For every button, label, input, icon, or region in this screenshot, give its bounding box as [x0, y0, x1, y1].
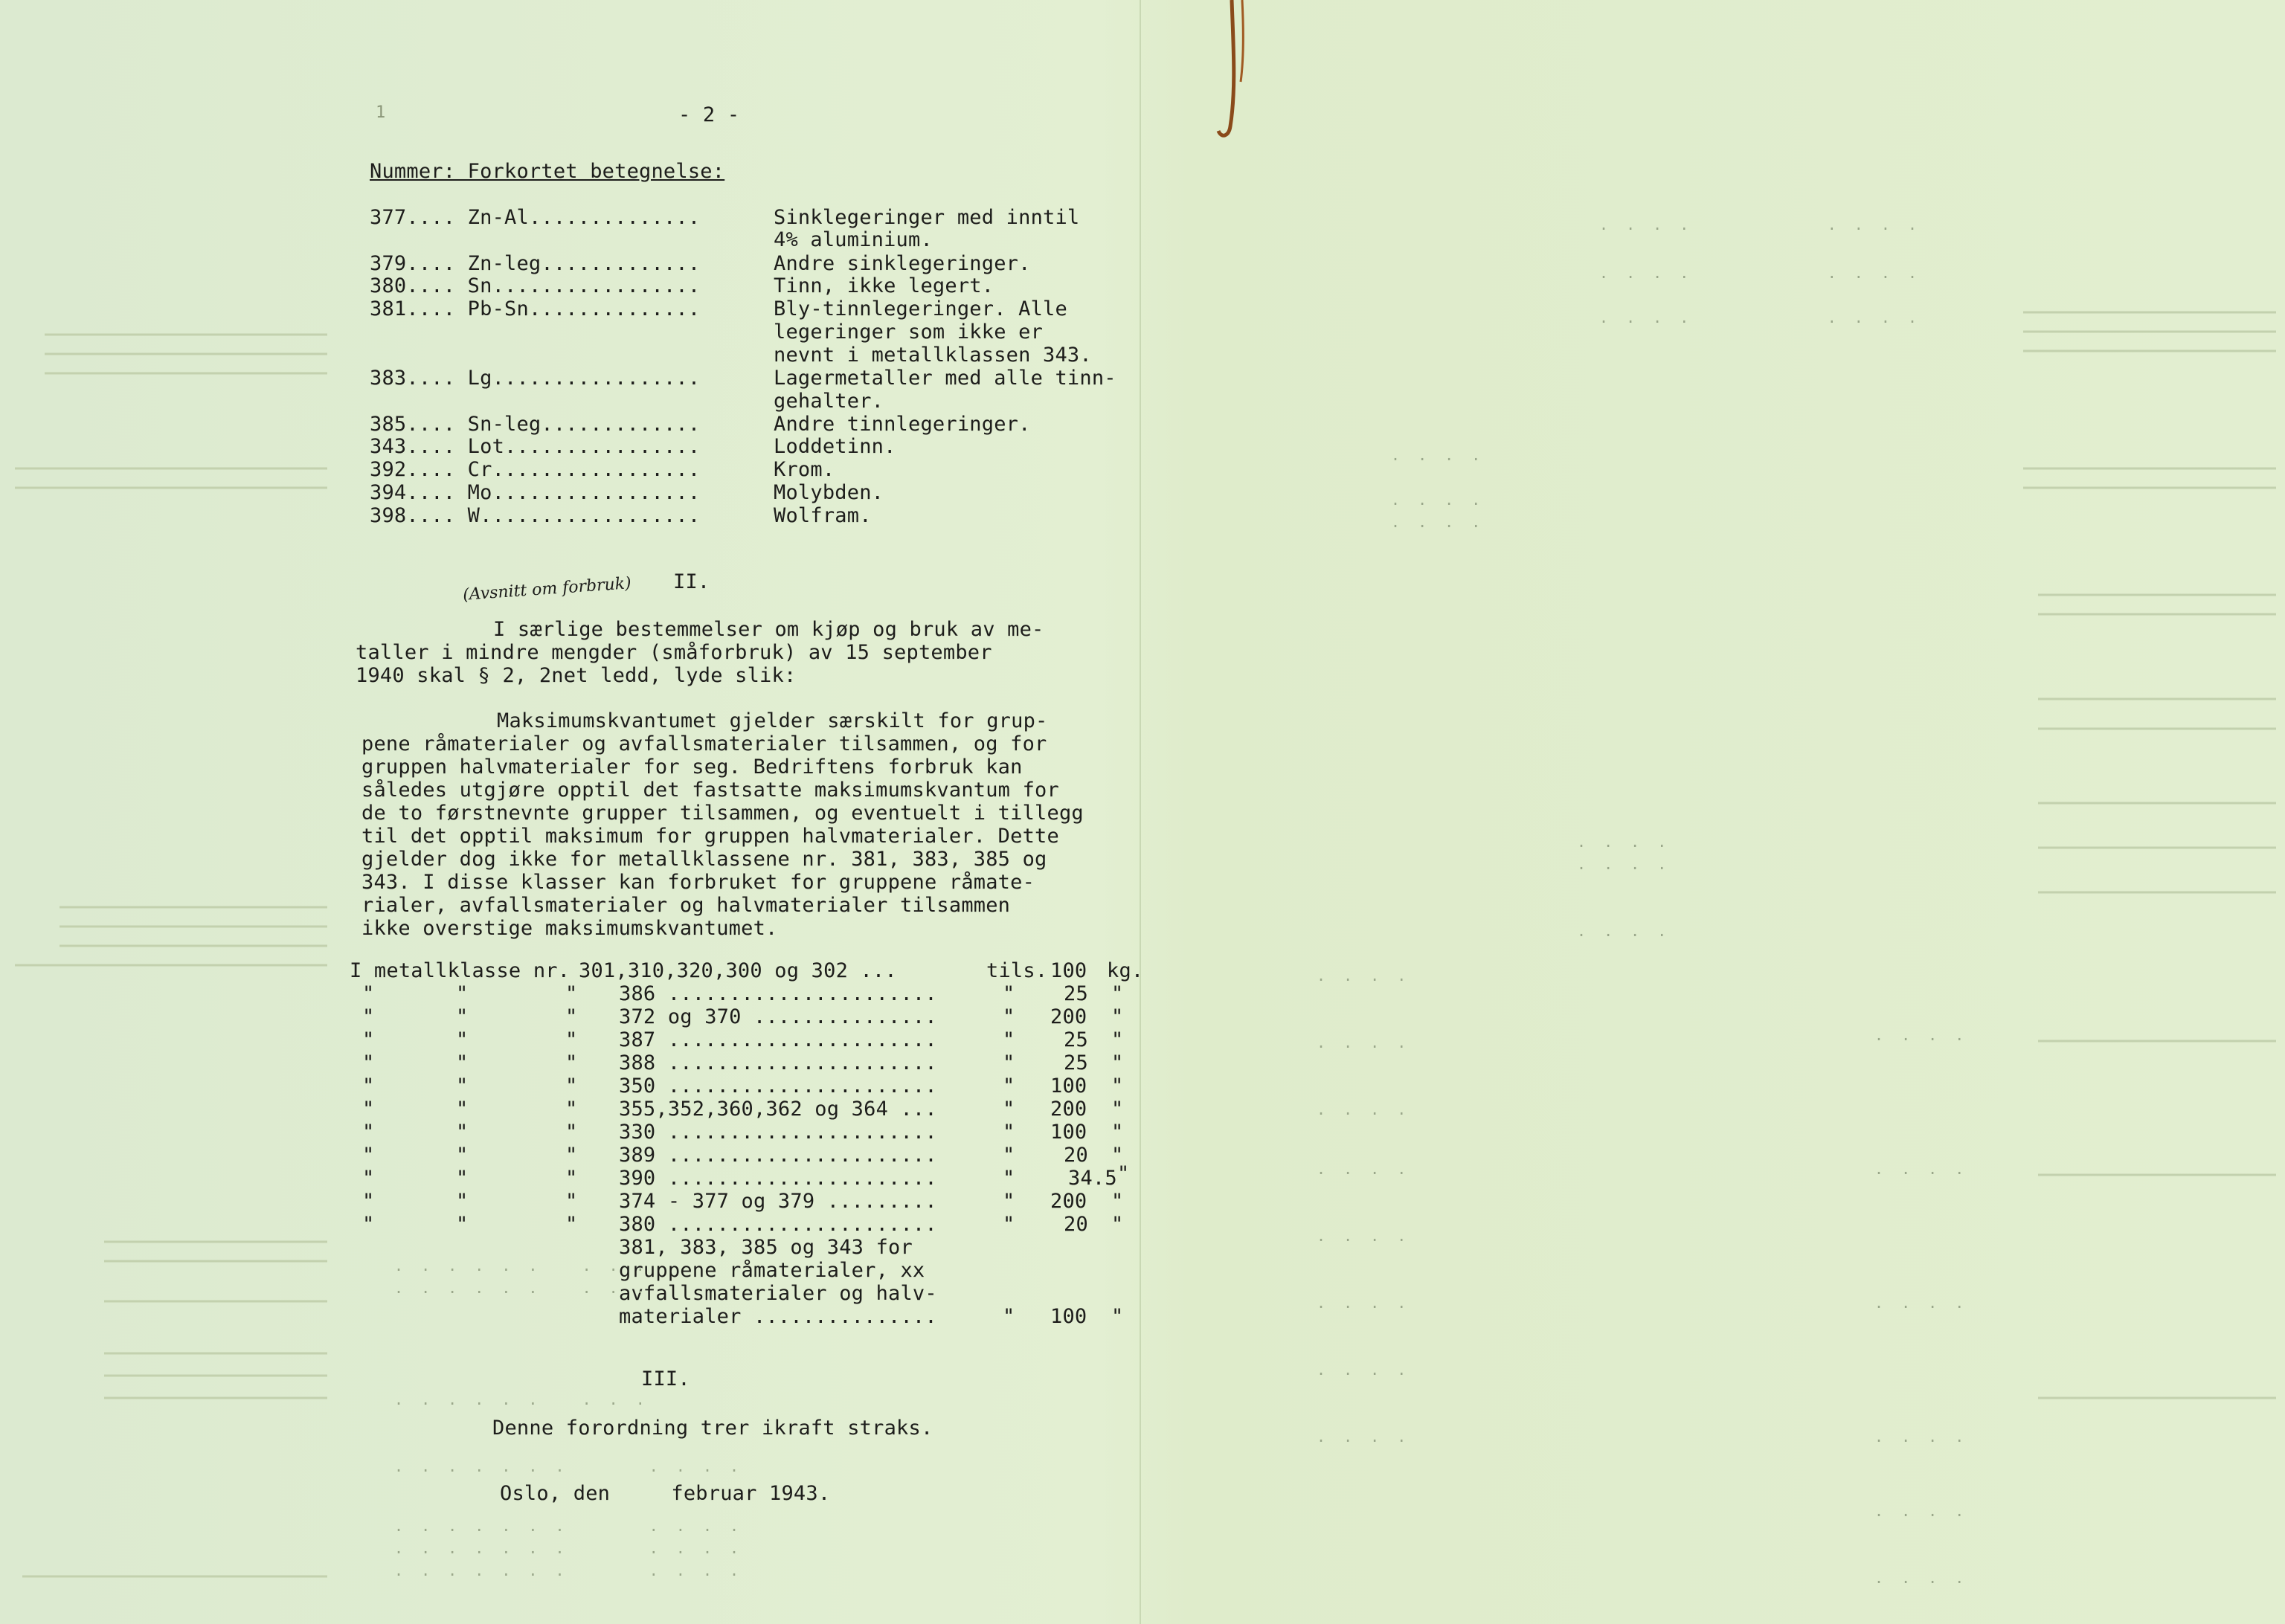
page-fold — [1140, 0, 1141, 1624]
bleed-dots: . . . . — [1317, 1160, 1411, 1178]
ditto-mark: " — [1003, 1005, 1015, 1028]
ditto-mark: " — [565, 1190, 578, 1213]
table-row-amount: 100 — [1050, 1121, 1087, 1144]
item-number: 380 — [370, 274, 407, 297]
table-row-amount: 20 — [1064, 1213, 1088, 1236]
list-item: 385.... Sn-leg............. — [370, 413, 701, 436]
list-item: 380.... Sn................. — [370, 274, 701, 297]
ditto-mark: " — [456, 1190, 469, 1213]
staple-mark — [1211, 0, 1256, 141]
table-tils: tils. — [986, 959, 1048, 982]
bleed-lines-left — [0, 312, 350, 1614]
table-row-amount: 200 — [1050, 1190, 1087, 1213]
item-desc: Lagermetaller med alle tinn- — [774, 367, 1116, 390]
ditto-mark: " — [1003, 1028, 1015, 1051]
item-abbr: Lg — [467, 367, 492, 390]
ditto-mark: " — [1111, 982, 1124, 1005]
bleed-dots: . . . . — [1317, 1294, 1411, 1312]
ditto-mark: " — [456, 1028, 469, 1051]
bleed-dots: . . . . — [1391, 446, 1485, 464]
ditto-mark: " — [1111, 1074, 1124, 1098]
ditto-mark: " — [565, 982, 578, 1005]
table-row-classes: 387 ...................... — [619, 1028, 937, 1051]
ditto-mark: " — [1003, 1213, 1015, 1236]
ditto-mark: " — [1117, 1162, 1130, 1185]
bleed-dots: . . . . — [1874, 1294, 1969, 1312]
list-item: 381.... Pb-Sn.............. — [370, 297, 701, 320]
bleed-dots: . . . . — [1577, 922, 1671, 940]
item-desc: Sinklegeringer med inntil — [774, 206, 1080, 229]
bleed-dots: . . . . . . . . . — [394, 1257, 649, 1275]
table-row-amount: 200 — [1050, 1005, 1087, 1028]
ditto-mark: " — [1003, 1051, 1015, 1074]
ditto-mark: " — [1111, 1144, 1124, 1167]
table-row-classes: 390 ...................... — [619, 1167, 937, 1190]
intro-line: I særlige bestemmelser om kjøp og bruk av me- — [493, 618, 1044, 641]
bleed-dots: . . . . . . . . — [1599, 264, 1921, 282]
last-row-line: 381, 383, 385 og 343 for — [619, 1236, 913, 1259]
item-number: 392 — [370, 458, 407, 481]
ditto-mark: " — [565, 1121, 578, 1144]
bleed-dots: . . . . — [1874, 1569, 1969, 1587]
table-row-amount: 25 — [1064, 1051, 1088, 1074]
ditto-mark: " — [1003, 982, 1015, 1005]
table-row-amount: 100 — [1050, 959, 1087, 982]
list-item: 398.... W.................. — [370, 504, 701, 527]
item-abbr: Sn — [467, 274, 492, 297]
list-item: 379.... Zn-leg............. — [370, 252, 701, 275]
ditto-mark: " — [1003, 1074, 1015, 1098]
bleed-dots: . . . . — [1874, 1428, 1969, 1446]
ditto-mark: " — [565, 1167, 578, 1190]
ditto-mark: " — [362, 1190, 375, 1213]
ditto-mark: " — [565, 1098, 578, 1121]
last-row-line: materialer ............... — [619, 1305, 937, 1328]
ditto-mark: " — [565, 1051, 578, 1074]
bleed-dots: . . . . — [1317, 1361, 1411, 1379]
item-abbr: Pb-Sn — [467, 297, 529, 320]
ditto-mark: " — [456, 1074, 469, 1098]
list-item: 377.... Zn-Al.............. — [370, 206, 701, 229]
item-number: 381 — [370, 297, 407, 320]
item-abbr: Cr — [467, 458, 492, 481]
ditto-mark: " — [456, 1121, 469, 1144]
bleed-dots: . . . . . . . . . — [394, 1391, 649, 1408]
item-number: 383 — [370, 367, 407, 390]
item-desc: Tinn, ikke legert. — [774, 274, 994, 297]
bleed-dots: . . . . . . . . . . . — [394, 1517, 744, 1535]
body-line: gjelder dog ikke for metallklassene nr. 381, 383, 385 og — [361, 848, 1047, 871]
table-row-amount: 25 — [1064, 1028, 1088, 1051]
bleed-dots: . . . . — [1874, 1160, 1969, 1178]
ditto-mark: " — [1111, 1190, 1124, 1213]
table-row-classes: 388 ...................... — [619, 1051, 937, 1074]
bleed-dots: . . . . . . . . . . . — [394, 1457, 744, 1475]
item-desc: Loddetinn. — [774, 435, 896, 458]
ditto-mark: " — [1111, 1005, 1124, 1028]
body-line: rialer, avfallsmaterialer og halvmaterialer tilsammen — [361, 894, 1011, 917]
bleed-dots: . . . . . . . . . . . — [394, 1539, 744, 1557]
bleed-dots: . . . . — [1577, 855, 1671, 873]
ditto-mark: " — [1111, 1098, 1124, 1121]
item-desc: legeringer som ikke er — [774, 320, 1044, 344]
table-row-classes: 355,352,360,362 og 364 ... — [619, 1098, 937, 1121]
ditto-mark: " — [565, 1144, 578, 1167]
ditto-mark: " — [1111, 1121, 1124, 1144]
table-row-amount: 34.5 — [1068, 1167, 1117, 1190]
item-number: 379 — [370, 252, 407, 275]
top-mark: 1 — [376, 103, 386, 122]
ditto-mark: " — [362, 1167, 375, 1190]
table-row-amount: 100 — [1050, 1074, 1087, 1098]
table-row-classes: 380 ...................... — [619, 1213, 937, 1236]
bleed-dots: . . . . — [1874, 1026, 1969, 1044]
ditto-mark: " — [1003, 1144, 1015, 1167]
table-row-amount: 20 — [1064, 1144, 1088, 1167]
item-desc: gehalter. — [774, 390, 884, 413]
last-row-line: gruppene råmaterialer, xx — [619, 1259, 925, 1282]
table-row-classes: 350 ...................... — [619, 1074, 937, 1098]
item-number: 377 — [370, 206, 407, 229]
table-row-classes: 301,310,320,300 og 302 ... — [579, 959, 897, 982]
bleed-dots: . . . . . . . . . — [394, 1279, 649, 1297]
body-line: 343. I disse klasser kan forbruket for gruppene råmate- — [361, 871, 1035, 894]
item-abbr: Mo — [467, 481, 492, 504]
ditto-mark: " — [1003, 1098, 1015, 1121]
list-item: 383.... Lg................. — [370, 367, 701, 390]
table-row-classes: 374 - 377 og 379 ......... — [619, 1190, 937, 1213]
table-row-classes: 330 ...................... — [619, 1121, 937, 1144]
item-desc: Wolfram. — [774, 504, 872, 527]
ditto-mark: " — [456, 1144, 469, 1167]
item-number: 398 — [370, 504, 407, 527]
ditto-mark: " — [1003, 1305, 1015, 1328]
bleed-dots: . . . . — [1874, 1502, 1969, 1520]
ditto-mark: " — [1003, 1121, 1015, 1144]
section-numeral-3: III. — [641, 1367, 690, 1391]
list-item: 394.... Mo................. — [370, 481, 701, 504]
ditto-mark: " — [565, 1074, 578, 1098]
section-3-text: Denne forordning trer ikraft straks. — [492, 1417, 933, 1440]
item-abbr: Sn-leg — [467, 413, 541, 436]
bleed-dots: . . . . — [1317, 1227, 1411, 1245]
bleed-dots: . . . . . . . . — [1599, 309, 1921, 326]
table-unit: kg. — [1107, 959, 1144, 982]
bleed-dots: . . . . — [1577, 833, 1671, 851]
item-desc: Bly-tinnlegeringer. Alle — [774, 297, 1067, 320]
bleed-dots: . . . . — [1391, 513, 1485, 531]
table-row-amount: 100 — [1050, 1305, 1087, 1328]
body-line: således utgjøre opptil det fastsatte maksimumskvantum for — [361, 779, 1059, 802]
item-abbr: Zn-leg — [467, 252, 541, 275]
bleed-dots: . . . . . . . . — [1599, 216, 1921, 233]
item-desc: Molybden. — [774, 481, 884, 504]
last-row-line: avfallsmaterialer og halv- — [619, 1282, 937, 1305]
ditto-mark: " — [1003, 1167, 1015, 1190]
ditto-mark: " — [456, 1005, 469, 1028]
section-numeral-2: II. — [673, 570, 710, 593]
item-desc: Andre tinnlegeringer. — [774, 413, 1031, 436]
ditto-mark: " — [565, 1213, 578, 1236]
table-row-classes: 386 ...................... — [619, 982, 937, 1005]
table-row-amount: 200 — [1050, 1098, 1087, 1121]
item-desc: Krom. — [774, 458, 835, 481]
list-item: 392.... Cr................. — [370, 458, 701, 481]
ditto-mark: " — [456, 982, 469, 1005]
body-line: ikke overstige maksimumskvantumet. — [361, 917, 778, 940]
page-number: - 2 - — [678, 103, 740, 126]
list-header: Nummer: Forkortet betegnelse: — [370, 160, 725, 183]
item-abbr: W — [467, 504, 481, 527]
item-number: 394 — [370, 481, 407, 504]
intro-line: taller i mindre mengder (småforbruk) av 15 september — [356, 641, 992, 664]
body-line: Maksimumskvantumet gjelder særskilt for grup- — [497, 709, 1048, 732]
body-line: de to førstnevnte grupper tilsammen, og eventuelt i tillegg — [361, 802, 1084, 825]
body-line: pene råmaterialer og avfallsmaterialer tilsammen, og for — [361, 732, 1047, 755]
bleed-dots: . . . . — [1317, 1428, 1411, 1446]
bleed-dots: . . . . . . . . . . . — [394, 1562, 744, 1579]
ditto-mark: " — [362, 982, 375, 1005]
item-desc: nevnt i metallklassen 343. — [774, 344, 1092, 367]
bleed-dots: . . . . — [1391, 491, 1485, 509]
table-row-amount: 25 — [1064, 982, 1088, 1005]
ditto-mark: " — [456, 1167, 469, 1190]
ditto-mark: " — [362, 1028, 375, 1051]
item-number: 343 — [370, 435, 407, 458]
item-number: 385 — [370, 413, 407, 436]
ditto-mark: " — [1111, 1213, 1124, 1236]
ditto-mark: " — [362, 1144, 375, 1167]
bleed-dots: . . . . — [1317, 1101, 1411, 1118]
bleed-dots: . . . . — [1317, 1034, 1411, 1051]
intro-line: 1940 skal § 2, 2net ledd, lyde slik: — [356, 664, 797, 687]
body-line: til det opptil maksimum for gruppen halvmaterialer. Dette — [361, 825, 1059, 848]
ditto-mark: " — [565, 1028, 578, 1051]
ditto-mark: " — [1111, 1051, 1124, 1074]
ditto-mark: " — [1111, 1028, 1124, 1051]
ditto-mark: " — [362, 1121, 375, 1144]
ditto-mark: " — [1111, 1305, 1124, 1328]
ditto-mark: " — [362, 1005, 375, 1028]
ditto-mark: " — [362, 1213, 375, 1236]
list-item: 343.... Lot................ — [370, 435, 701, 458]
bleed-dots: . . . . — [1317, 967, 1411, 985]
ditto-mark: " — [1003, 1190, 1015, 1213]
item-abbr: Zn-Al — [467, 206, 529, 229]
item-abbr: Lot — [467, 435, 505, 458]
handwritten-note: (Avsnitt om forbruk) — [462, 574, 632, 605]
ditto-mark: " — [362, 1074, 375, 1098]
ditto-mark: " — [362, 1098, 375, 1121]
ditto-mark: " — [456, 1213, 469, 1236]
table-row-classes: 372 og 370 ............... — [619, 1005, 937, 1028]
ditto-mark: " — [362, 1051, 375, 1074]
ditto-mark: " — [456, 1098, 469, 1121]
item-desc: Andre sinklegeringer. — [774, 252, 1031, 275]
body-line: gruppen halvmaterialer for seg. Bedriftens forbruk kan — [361, 755, 1023, 779]
ditto-mark: " — [456, 1051, 469, 1074]
item-desc: 4% aluminium. — [774, 228, 933, 251]
ditto-mark: " — [565, 1005, 578, 1028]
bleed-lines-right — [2008, 283, 2285, 1591]
table-row-classes: 389 ...................... — [619, 1144, 937, 1167]
table-header-prefix: I metallklasse nr. — [350, 959, 571, 982]
place-date: Oslo, den februar 1943. — [500, 1482, 831, 1505]
